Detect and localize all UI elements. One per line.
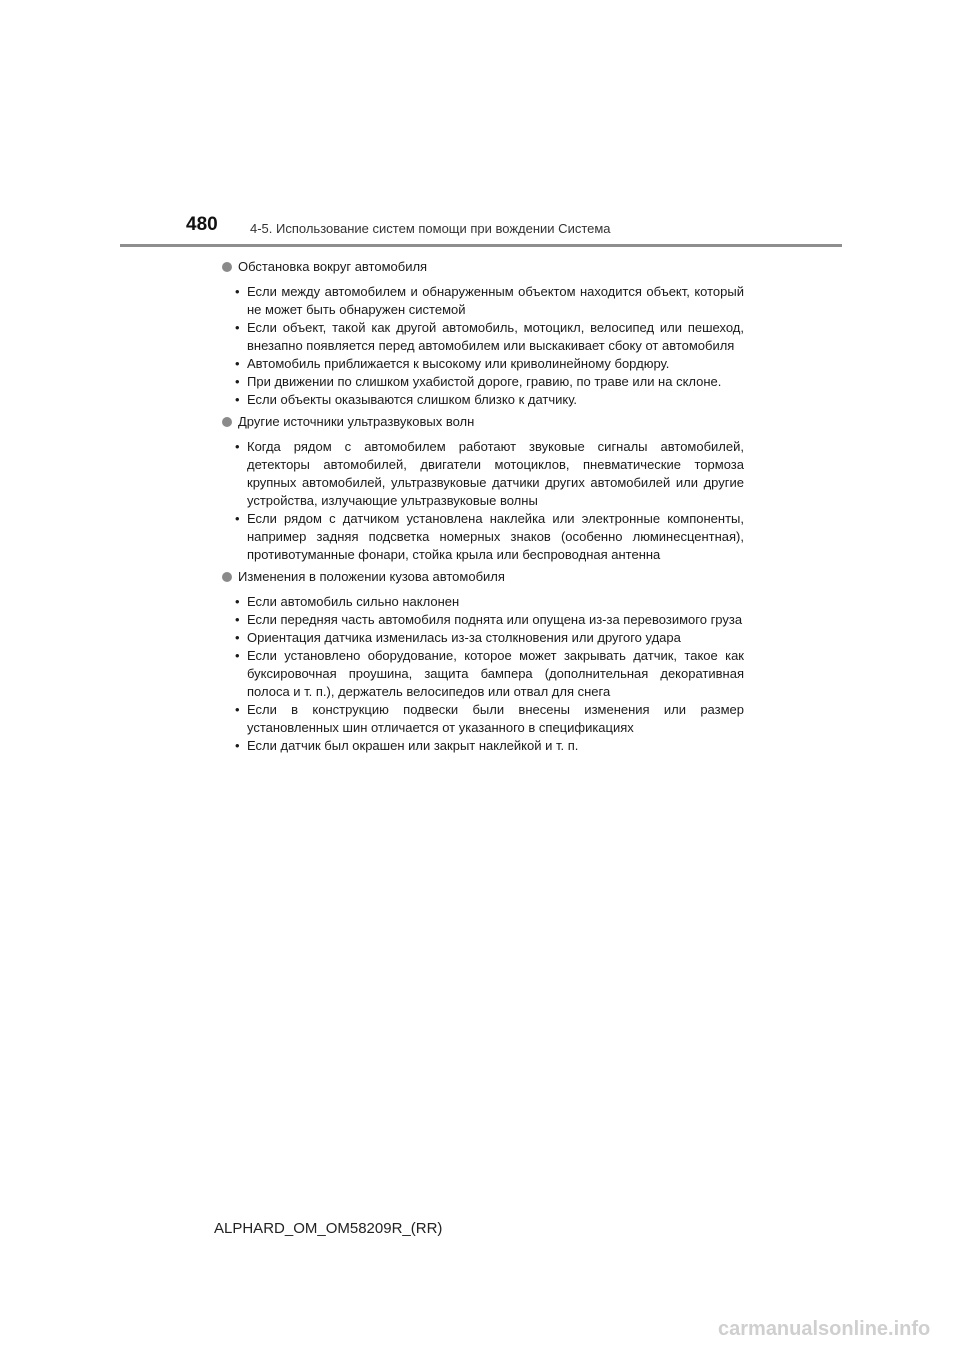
list-item	[222, 510, 744, 564]
bullet-icon: •	[235, 320, 240, 335]
bullet-icon: •	[235, 630, 240, 645]
list-item	[222, 355, 744, 373]
list-item	[222, 701, 744, 737]
list-item	[222, 647, 744, 701]
list-item-text: Если объект, такой как другой автомобиль, мотоцикл, велосипед или пешеход, внезапно появляется перед автомобилем или выскакивает сбоку от автомобиля	[247, 320, 744, 353]
bullet-icon: •	[235, 356, 240, 371]
list-item-text: Если между автомобилем и обнаруженным объектом находится объект, который не может быть обнаружен системой	[247, 284, 744, 317]
list-item	[222, 438, 744, 510]
circle-bullet-icon	[222, 262, 232, 272]
list-item	[222, 373, 744, 391]
bullet-icon: •	[235, 594, 240, 609]
list-item-text: Если датчик был окрашен или закрыт наклейкой и т. п.	[247, 738, 579, 753]
list-item	[222, 391, 744, 409]
section-heading	[222, 568, 744, 586]
circle-bullet-icon	[222, 417, 232, 427]
bullet-icon: •	[235, 284, 240, 299]
list-item-text: Если в конструкцию подвески были внесены изменения или размер установленных шин отличается от указанного в спецификациях	[247, 702, 744, 735]
list-item-text: Когда рядом с автомобилем работают звуковые сигналы автомобилей, детекторы автомобилей, двигатели мотоциклов, пневматические тормоза крупных автомобилей, ультразвуковые датчики других автомобилей или другие устройства, излучающие ультразвуковые волны	[247, 439, 744, 508]
bullet-icon: •	[235, 392, 240, 407]
list-item-text: Ориентация датчика изменилась из-за столкновения или другого удара	[247, 630, 681, 645]
section-body-position	[222, 568, 744, 755]
section-surroundings	[222, 258, 744, 409]
list-item-text: Если объекты оказываются слишком близко к датчику.	[247, 392, 578, 407]
bullet-icon: •	[235, 738, 240, 753]
section-heading-text: Обстановка вокруг автомобиля	[238, 259, 428, 274]
bullet-icon: •	[235, 374, 240, 389]
page-number: 480	[186, 214, 218, 235]
list-item	[222, 737, 744, 755]
bullet-icon: •	[235, 648, 240, 663]
item-list	[222, 593, 744, 755]
list-item-text: Автомобиль приближается к высокому или криволинейному бордюру.	[247, 356, 670, 371]
list-item	[222, 593, 744, 611]
main-content	[222, 258, 744, 759]
list-item	[222, 319, 744, 355]
watermark: carmanualsonline.info	[718, 1318, 931, 1340]
page-header	[0, 0, 960, 250]
list-item-text: Если рядом с датчиком установлена наклейка или электронные компоненты, например задняя подсветка номерных знаков (особенно люминесцентная), противотуманные фонари, стойка крыла или беспроводная антенна	[247, 511, 744, 562]
header-divider	[120, 244, 842, 247]
section-heading	[222, 413, 744, 431]
list-item	[222, 611, 744, 629]
bullet-icon: •	[235, 439, 240, 454]
circle-bullet-icon	[222, 572, 232, 582]
section-heading	[222, 258, 744, 276]
section-ultrasonic-sources	[222, 413, 744, 564]
list-item	[222, 629, 744, 647]
document-code: ALPHARD_OM_OM58209R_(RR)	[214, 1220, 443, 1237]
list-item-text: Если автомобиль сильно наклонен	[247, 594, 460, 609]
list-item-text: Если установлено оборудование, которое может закрывать датчик, такое как буксировочная проушина, защита бампера (дополнительная декоративная полоса и т. п.), держатель велосипедов или отвал для снега	[247, 648, 744, 699]
bullet-icon: •	[235, 511, 240, 526]
list-item-text: Если передняя часть автомобиля поднята или опущена из-за перевозимого груза	[247, 612, 743, 627]
bullet-icon: •	[235, 612, 240, 627]
chapter-title: 4-5. Использование систем помощи при вождении Система	[250, 221, 611, 236]
list-item-text: При движении по слишком ухабистой дороге, гравию, по траве или на склоне.	[247, 374, 722, 389]
section-heading-text: Другие источники ультразвуковых волн	[238, 414, 475, 429]
item-list	[222, 283, 744, 409]
bullet-icon: •	[235, 702, 240, 717]
section-heading-text: Изменения в положении кузова автомобиля	[238, 569, 505, 584]
item-list	[222, 438, 744, 564]
list-item	[222, 283, 744, 319]
